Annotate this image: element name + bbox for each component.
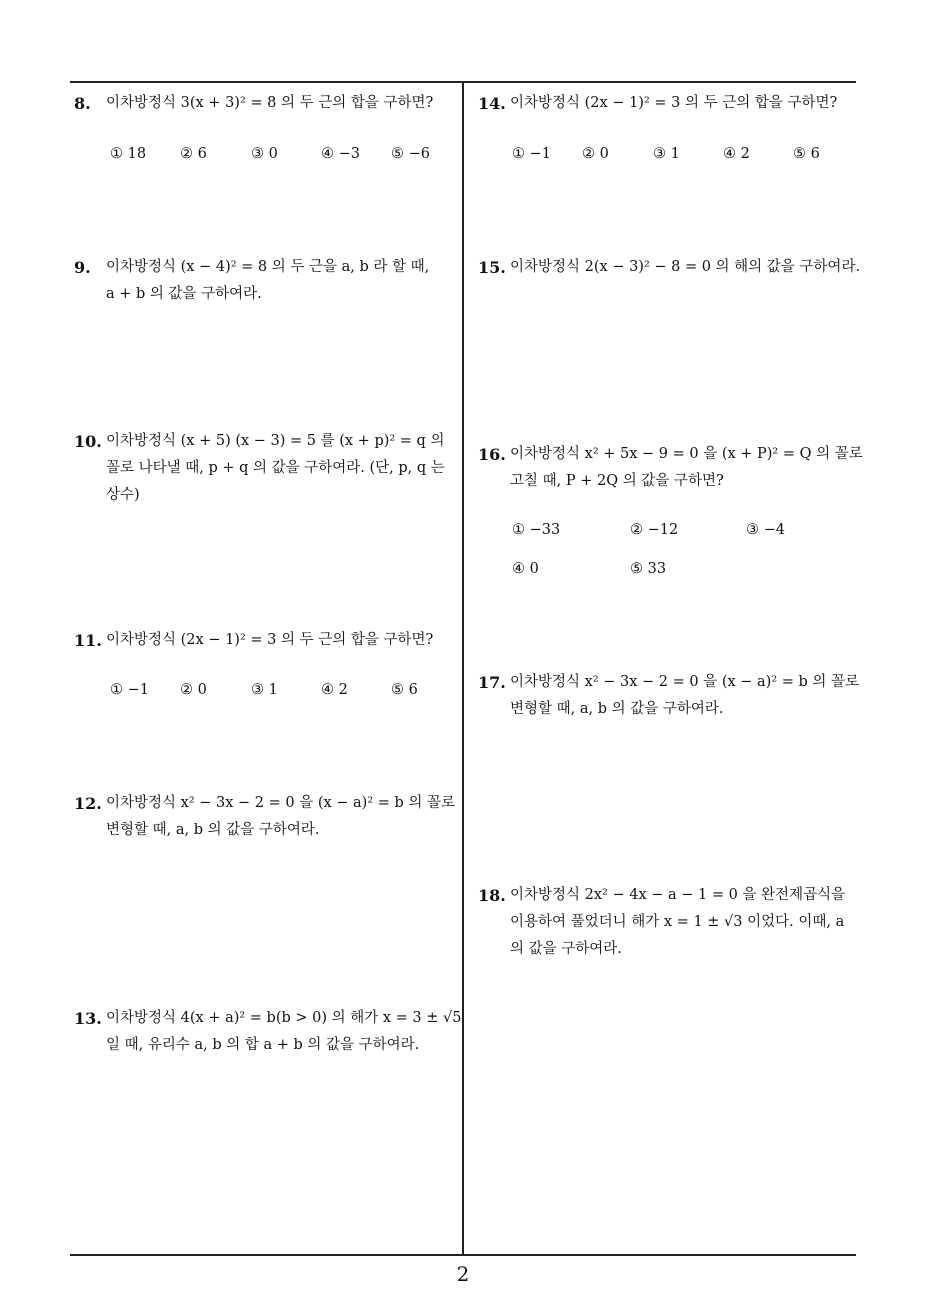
choice: ② 0: [582, 146, 609, 162]
choice: ③ 0: [251, 146, 278, 162]
column-divider: [462, 81, 464, 1256]
problem-text-line: 의 값을 구하여라.: [510, 941, 622, 957]
choice: ① −1: [110, 682, 149, 698]
problem-10: [74, 428, 458, 509]
problem-text-line: 이차방정식 x² − 3x − 2 = 0 을 (x − a)² = b 의 꼴로: [510, 674, 860, 690]
choice: ⑤ 6: [793, 146, 820, 162]
page-number: 2: [456, 1262, 470, 1286]
problem-15: [478, 254, 862, 281]
choice: ① 18: [110, 146, 147, 162]
problem-text-line: 꼴로 나타낼 때, p + q 의 값을 구하여라. (단, p, q 는: [106, 460, 445, 476]
problem-number: 8.: [74, 94, 91, 113]
problem-text-line: 이차방정식 2x² − 4x − a − 1 = 0 을 완전제곱식을: [510, 887, 846, 903]
problem-text-line: 이차방정식 x² − 3x − 2 = 0 을 (x − a)² = b 의 꼴로: [106, 795, 456, 811]
problem-9: [74, 254, 458, 308]
choice: ⑤ −6: [391, 146, 430, 162]
problem-text-line: 변형할 때, a, b 의 값을 구하여라.: [106, 822, 320, 838]
problem-text-line: a + b 의 값을 구하여라.: [106, 286, 262, 302]
problem-number: 10.: [74, 432, 102, 451]
problem-number: 11.: [74, 631, 102, 650]
choice: ② −12: [630, 522, 679, 538]
choice: ③ 1: [653, 146, 680, 162]
choice: ② 6: [180, 146, 207, 162]
problem-text-line: 일 때, 유리수 a, b 의 합 a + b 의 값을 구하여라.: [106, 1037, 420, 1053]
problem-18: [478, 882, 862, 963]
problem-11: [74, 627, 458, 654]
bottom-rule: [70, 1254, 856, 1256]
problem-13: [74, 1005, 462, 1059]
choice: ④ −3: [321, 146, 360, 162]
problem-text-line: 이차방정식 3(x + 3)² = 8 의 두 근의 합을 구하면?: [106, 95, 434, 111]
choice: ⑤ 33: [630, 561, 667, 577]
problem-text-line: 이차방정식 2(x − 3)² − 8 = 0 의 해의 값을 구하여라.: [510, 259, 861, 275]
choice: ① −33: [512, 522, 561, 538]
problem-12: [74, 790, 458, 844]
problem-number: 16.: [478, 445, 506, 464]
problem-text-line: 이차방정식 (x − 4)² = 8 의 두 근을 a, b 라 할 때,: [106, 259, 430, 275]
choice: ① −1: [512, 146, 551, 162]
problem-text-line: 이차방정식 (2x − 1)² = 3 의 두 근의 합을 구하면?: [510, 95, 838, 111]
choice: ③ −4: [746, 522, 785, 538]
choice: ④ 2: [321, 682, 348, 698]
problem-text-line: 상수): [106, 487, 140, 503]
problem-number: 12.: [74, 794, 102, 813]
choice: ④ 0: [512, 561, 539, 577]
problem-text-line: 이차방정식 (x + 5) (x − 3) = 5 를 (x + p)² = q 의: [106, 433, 445, 449]
problem-number: 15.: [478, 258, 506, 277]
problem-number: 9.: [74, 258, 91, 277]
choice: ④ 2: [723, 146, 750, 162]
problem-text-line: 이차방정식 x² + 5x − 9 = 0 을 (x + P)² = Q 의 꼴로: [510, 446, 863, 462]
problem-text-line: 고칠 때, P + 2Q 의 값을 구하면?: [510, 473, 724, 489]
choice: ⑤ 6: [391, 682, 418, 698]
problem-17: [478, 669, 862, 723]
choice: ② 0: [180, 682, 207, 698]
problem-number: 18.: [478, 886, 506, 905]
problem-text-line: 이용하여 풀었더니 해가 x = 1 ± √3 이었다. 이때, a: [510, 914, 845, 930]
problem-text-line: 이차방정식 (2x − 1)² = 3 의 두 근의 합을 구하면?: [106, 632, 434, 648]
problem-text-line: 이차방정식 4(x + a)² = b(b > 0) 의 해가 x = 3 ± √5: [106, 1010, 462, 1026]
problem-8: [74, 90, 458, 117]
problem-16: [478, 441, 862, 495]
choice: ③ 1: [251, 682, 278, 698]
problem-number: 17.: [478, 673, 506, 692]
problem-number: 13.: [74, 1009, 102, 1028]
problem-text-line: 변형할 때, a, b 의 값을 구하여라.: [510, 701, 724, 717]
problem-14: [478, 90, 862, 117]
problem-number: 14.: [478, 94, 506, 113]
